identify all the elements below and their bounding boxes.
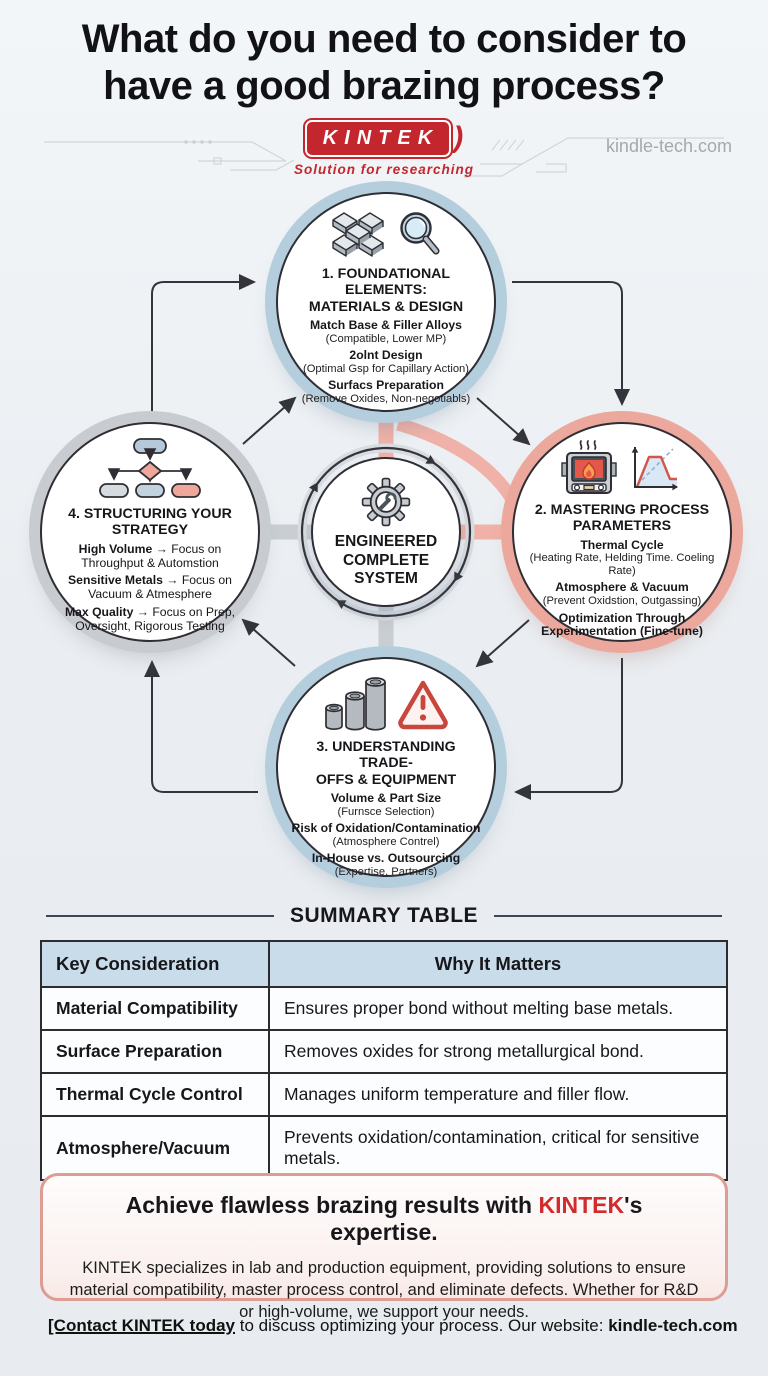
node-2-title: 2. MASTERING PROCESS PARAMETERS [534,502,710,535]
table-header-row [41,941,727,987]
node-1-title: 1. FOUNDATIONAL ELEMENTS: MATERIALS & DESIGN [308,266,464,315]
row-3-key: Thermal Cycle Control [41,1073,269,1116]
heading-rule-right [494,915,722,917]
node-4-item-1: High Volume → Focus on Throughput & Automstion [78,541,222,570]
node-1-icons [330,209,442,259]
node-2-item-3: Optimization Through Experimentation (Fine-tune) [541,610,703,639]
node-4-title: 4. STRUCTURING YOUR STRATEGY [68,506,232,539]
node-3-tradeoffs-equipment [276,657,496,877]
node-3-item-2: Risk of Oxidation/Contamination (Atmosphere Contrel) [291,821,481,848]
row-2-why: Removes oxides for strong metallurgical bond. [269,1030,727,1073]
node-2-item-1: Thermal Cycle (Heating Rate, Helding Time. Coeling Rate) [529,537,715,577]
cta-banner [40,1173,728,1321]
row-1-key: Material Compatibility [41,987,269,1030]
col-why-it-matters: Why It Matters [269,941,727,987]
node-2-icons [561,439,683,495]
node-3-icons [322,674,450,732]
row-4-key: Atmosphere/Vacuum [41,1116,269,1180]
node-1-item-2: 2olnt Design (Optimal Gsp for Capillary Action) [303,348,469,375]
page-title [0,16,768,110]
cylinders-icon [322,674,386,732]
node-3-title: 3. UNDERSTANDING TRADE- OFFS & EQUIPMENT [315,739,457,788]
thermal-profile-icon [627,439,683,495]
summary-heading [0,904,768,928]
row-3-why: Manages uniform temperature and filler flow. [269,1073,727,1116]
page-title-line1: What do you need to consider to [81,17,687,61]
magnifier-icon [396,209,442,259]
cta-headline: Achieve flawless brazing results with KINTEK's expertise. [125,1192,643,1245]
center-node-label: ENGINEERED COMPLETE SYSTEM [334,532,438,588]
website-link[interactable]: kindle-tech.com [605,136,732,156]
row-1-why: Ensures proper bond without melting base metals. [269,987,727,1030]
node-4-item-2: Sensitive Metals → Focus on Vacuum & Atmesphere [68,573,232,602]
kintek-logo: KINTEK [305,120,451,157]
row-2-key: Surface Preparation [41,1030,269,1073]
summary-table [40,940,728,1181]
node-1-foundational-elements [276,192,496,412]
page-title-line2: have a good brazing process? [103,63,665,108]
warning-icon [396,678,450,732]
node-3-item-3: In-House vs. Outsourcing (Expertise, Partners) [311,851,461,879]
flowchart-icon [88,437,212,499]
center-node-engineered-system [311,457,461,607]
node-1-item-3: Surfacs Preparation (Remove Oxides, Non-negotiabls) [301,378,471,406]
node-2-item-2: Atmosphere & Vacuum (Prevent Oxidstion, Outgassing) [542,580,702,608]
furnace-icon [561,439,617,495]
metal-ingots-icon [330,209,386,259]
col-key-consideration: Key Consideration [41,941,269,987]
table-row [41,1030,727,1073]
contact-line: [Contact KINTEK today to discuss optimizing your process. Our website: kindle-tech.com [48,1316,738,1335]
table-row [41,1073,727,1116]
node-4-item-3: Max Quality → Focus on Prep, Oversight, Rigorous Testing [64,605,235,634]
node-4-icons [88,437,212,499]
cta-brand-name: KINTEK [538,1192,625,1218]
node-3-item-1: Volume & Part Size (Furnsce Selection) [330,790,442,818]
cta-body-text: KINTEK specializes in lab and production equipment, providing solutions to ensure material compatibility, master process control, and eliminate defects. Whether for R&D or high-volume, we support your needs. [69,1259,699,1321]
logo-paren-shape: ) [453,121,464,154]
contact-website[interactable]: kindle-tech.com [608,1316,738,1335]
heading-rule-left [46,915,274,917]
node-2-process-parameters [512,422,732,642]
brand-tagline: Solution for researching [293,162,475,177]
process-diagram [0,182,768,904]
table-row [41,1116,727,1180]
gear-wrench-icon [359,475,413,529]
contact-kintek-link[interactable]: [Contact KINTEK today [48,1316,235,1335]
node-4-structuring-strategy [40,422,260,642]
summary-title: SUMMARY TABLE [289,904,479,927]
table-row [41,987,727,1030]
row-4-why: Prevents oxidation/contamination, critical for sensitive metals. [269,1116,727,1180]
node-1-item-1: Match Base & Filler Alloys (Compatible, Lower MP) [310,317,462,345]
